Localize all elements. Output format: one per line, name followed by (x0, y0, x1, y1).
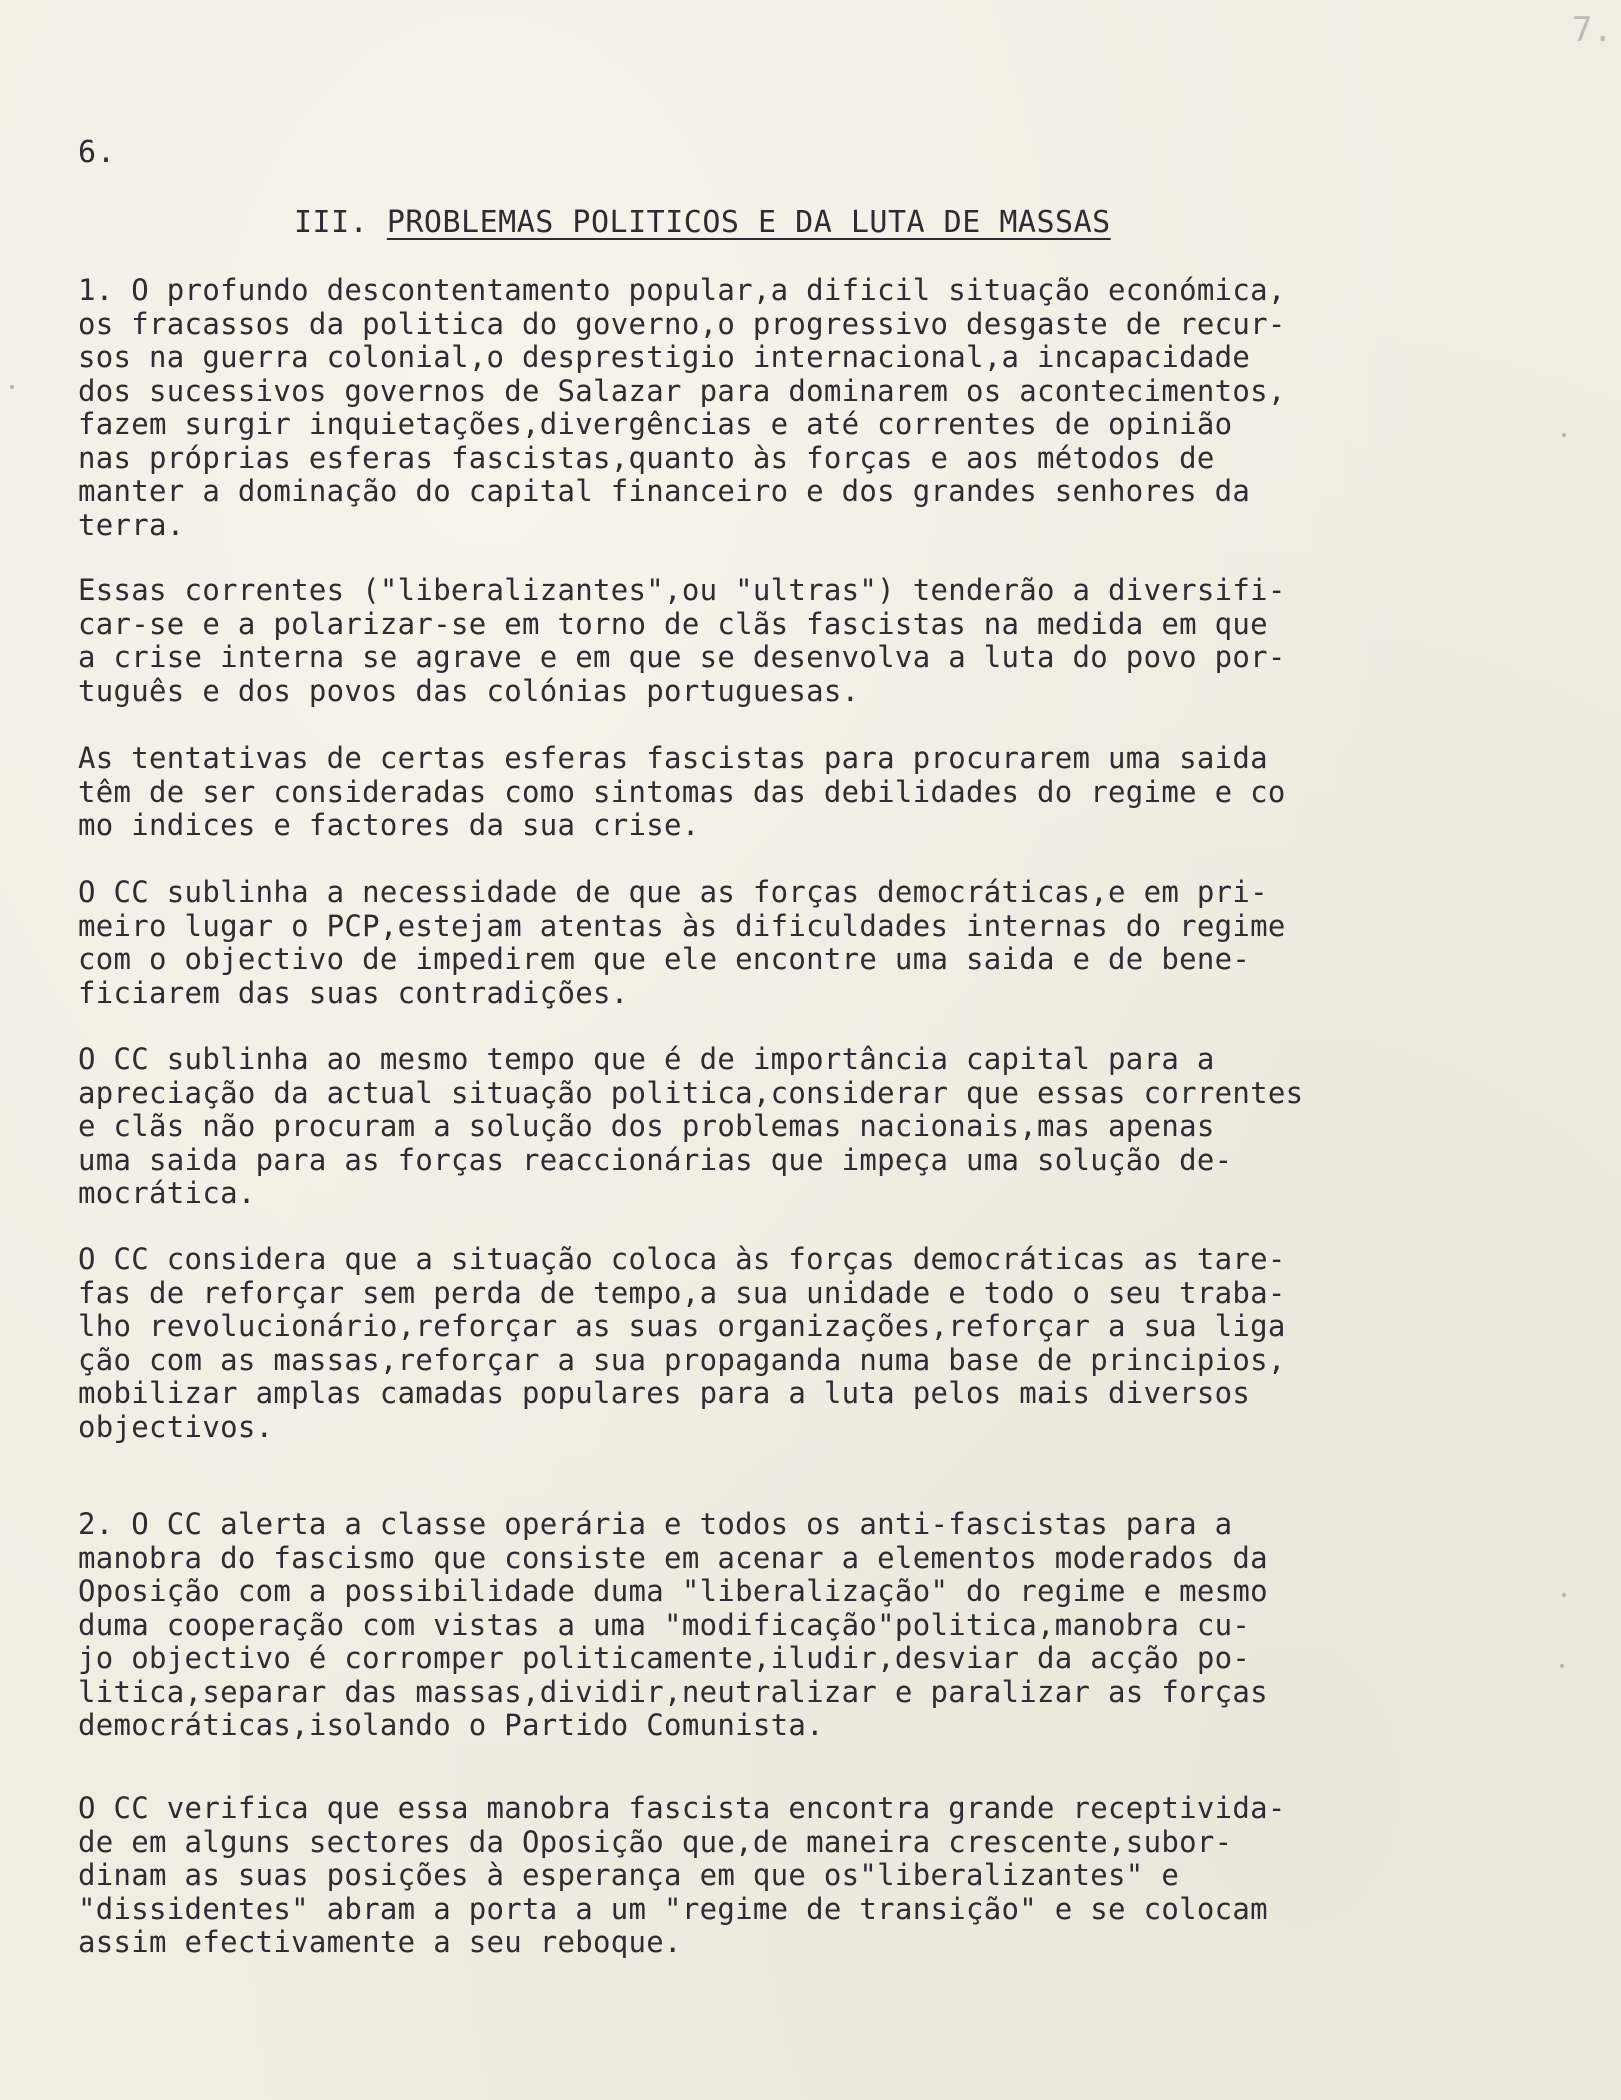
paper-speck (1562, 433, 1566, 437)
section-title: PROBLEMAS POLITICOS E DA LUTA DE MASSAS (386, 205, 1111, 240)
paragraph-5: O CC sublinha ao mesmo tempo que é de importância capital para a apreciação da actual situação politica,considerar que essas correntes e clãs não procuram a solução dos problemas nacionais,mas apenas uma saida para as forças reaccionárias que impeça uma solução de- mocrática. (78, 1042, 1304, 1210)
paragraph-3: As tentativas de certas esferas fascistas para procurarem uma saida têm de ser consideradas como sintomas das debilidades do regime e co mo indices e factores da sua crise. (78, 741, 1286, 842)
section-heading (294, 205, 1111, 240)
paragraph-2: Essas correntes ("liberalizantes",ou "ultras") tenderão a diversifi- car-se e a polarizar-se em torno de clãs fascistas na medida em que a crise interna se agrave e em que se desenvolva a luta do povo por- tuguês e dos povos das colónias portuguesas. (78, 573, 1286, 708)
section-roman-numeral: III. (294, 205, 369, 240)
paragraph-6: O CC considera que a situação coloca às forças democráticas as tare- fas de reforçar sem perda de tempo,a sua unidade e todo o seu traba- lho revolucionário,reforçar as suas organizações,reforçar a sua liga ção com as massas,reforçar a sua propaganda numa base de principios, mobilizar amplas camadas populares para a luta pelos mais diversos objectivos. (78, 1242, 1286, 1444)
page-number: 6. (78, 135, 117, 170)
paragraph-1: 1. O profundo descontentamento popular,a dificil situação económica, os fracassos da politica do governo,o progressivo desgaste de recur- sos na guerra colonial,o desprestigio internacional,a incapacidade dos sucessivos governos de Salazar para dominarem os acontecimentos, fazem surgir inquietações,divergências e até correntes de opinião nas próprias esferas fascistas,quanto às forças e aos métodos de manter a dominação do capital financeiro e dos grandes senhores da terra. (78, 273, 1286, 542)
paragraph-7: 2. O CC alerta a classe operária e todos os anti-fascistas para a manobra do fascismo que consiste em acenar a elementos moderados da Oposição com a possibilidade duma "liberalização" do regime e mesmo duma cooperação com vistas a uma "modificação"politica,manobra cu- jo objectivo é corromper politicamente,iludir,desviar da acção po- litica,separar das massas,dividir,neutralizar e paralizar as forças democráticas,isolando o Partido Comunista. (78, 1507, 1268, 1742)
paper-speck (1562, 1593, 1566, 1597)
paper-speck (10, 385, 14, 389)
paragraph-8: O CC verifica que essa manobra fascista encontra grande receptivida- de em alguns sectores da Oposição que,de maneira crescente,subor- dinam as suas posições à esperança em que os"liberalizantes" e "dissidentes" abram a porta a um "regime de transição" e se colocam assim efectivamente a seu reboque. (78, 1791, 1286, 1959)
bleed-through-mark: 7. (1572, 10, 1613, 50)
paragraph-4: O CC sublinha a necessidade de que as forças democráticas,e em pri- meiro lugar o PCP,estejam atentas às dificuldades internas do regime com o objectivo de impedirem que ele encontre uma saida e de bene- ficiarem das suas contradições. (78, 875, 1286, 1010)
paper-speck (1560, 1664, 1564, 1668)
